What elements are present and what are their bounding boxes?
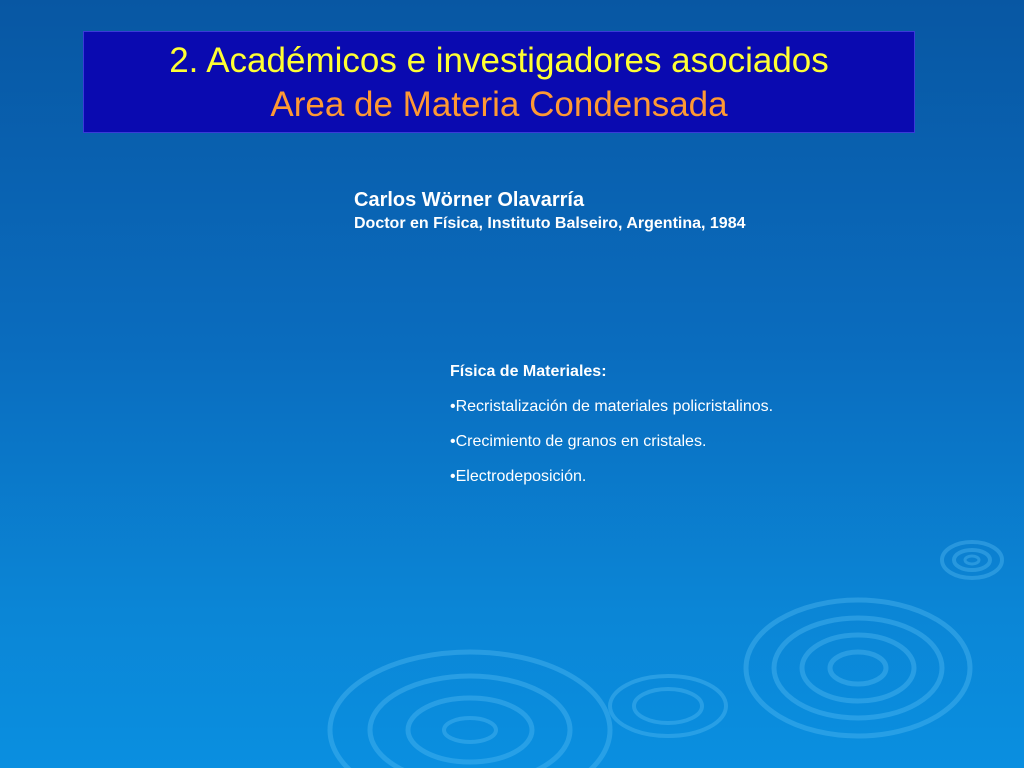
- research-topics: [450, 361, 773, 488]
- slide-title: 2. Académicos e investigadores asociados: [169, 41, 829, 80]
- topic-item: •Recristalización de materiales policristalinos.: [450, 398, 774, 415]
- person-degree: Doctor en Física, Instituto Balseiro, Argentina, 1984: [354, 215, 746, 232]
- title-box: [83, 31, 915, 133]
- slide-subtitle: Area de Materia Condensada: [270, 85, 728, 124]
- topics-heading: Física de Materiales:: [450, 363, 607, 380]
- person-name: Carlos Wörner Olavarría: [354, 189, 585, 211]
- person-block: [354, 188, 746, 235]
- topic-item: •Crecimiento de granos en cristales.: [450, 433, 707, 450]
- topic-item: •Electrodeposición.: [450, 468, 587, 485]
